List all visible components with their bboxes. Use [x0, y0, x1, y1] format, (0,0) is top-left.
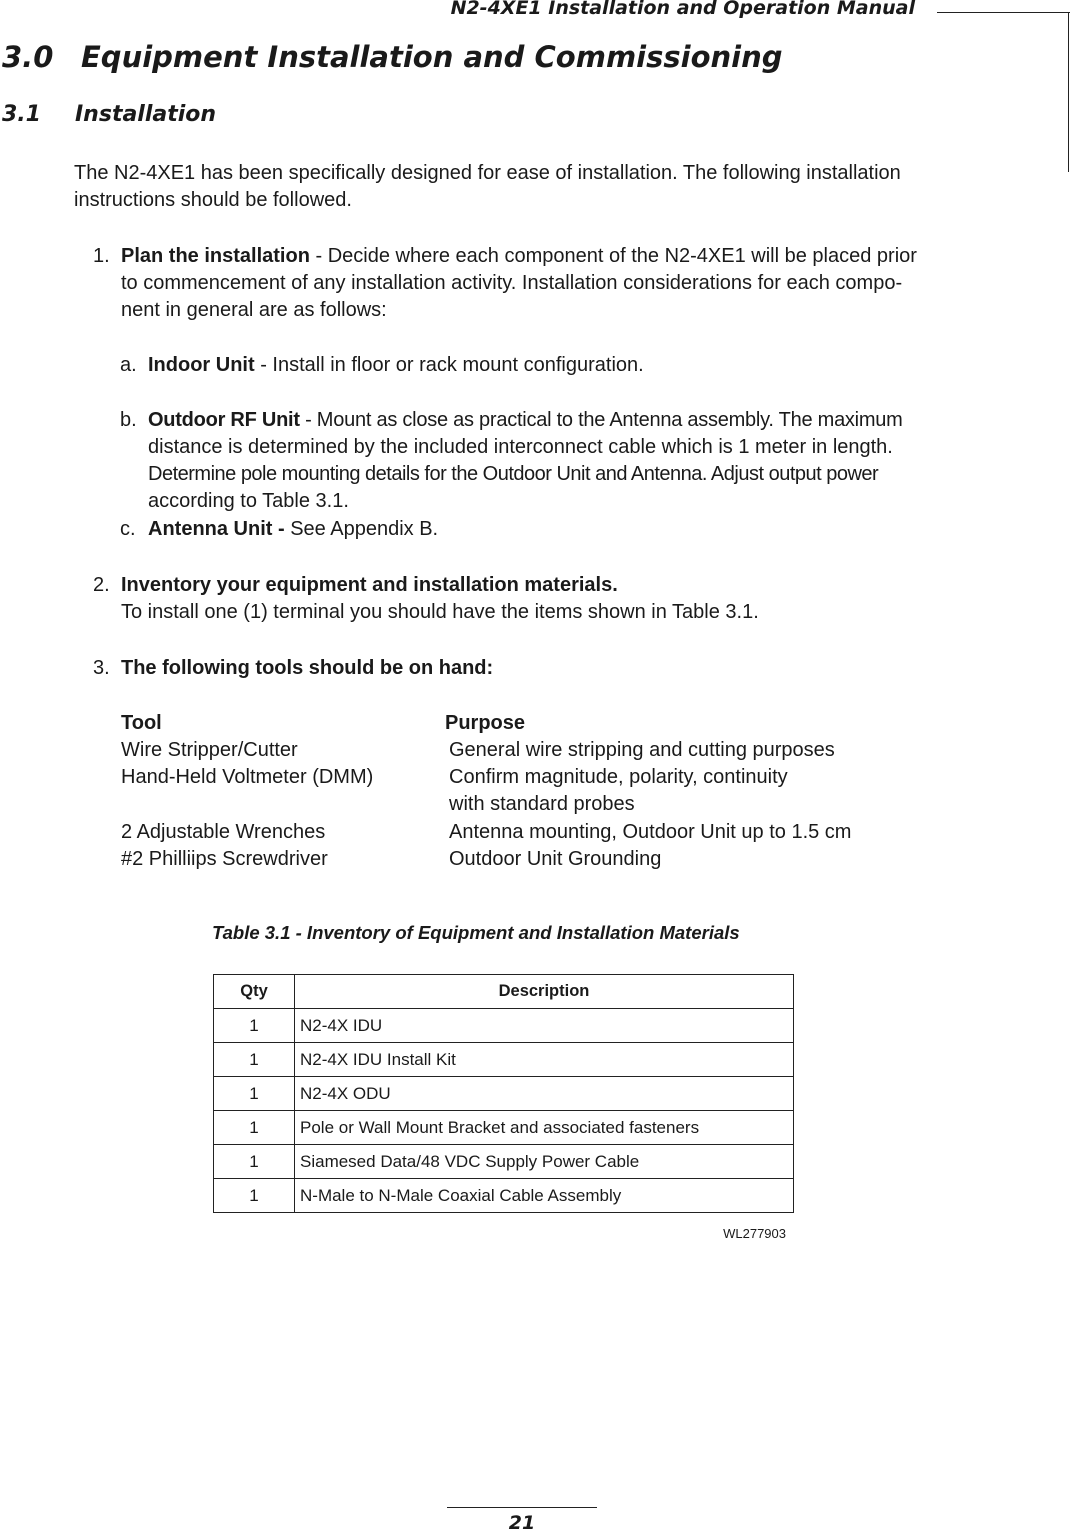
subitem-a-text: - Install in floor or rack mount configuration.: [254, 354, 644, 376]
intro-line-2: instructions should be followed.: [74, 189, 352, 211]
section-heading: [2, 40, 782, 74]
tools-header-purpose: [445, 710, 525, 737]
subitem-b-line-1: [148, 407, 903, 434]
page-number: 21: [508, 1512, 536, 1534]
step-1-line-2: to commencement of any installation activity. Installation considerations for each compo-: [121, 272, 903, 294]
qty-cell: 1: [214, 1043, 295, 1077]
subsection-title: Installation: [75, 102, 217, 127]
description-cell: N2-4X IDU: [295, 1009, 794, 1043]
step-2-line-1: [121, 572, 618, 599]
subsection-number: 3.1: [2, 102, 41, 127]
step-1-line-1: [121, 243, 917, 270]
tool-name: Hand-Held Voltmeter (DMM): [121, 766, 374, 788]
header-rule-vertical: [1068, 12, 1069, 172]
subitem-b-line-2: distance is determined by the included interconnect cable which is 1 meter in length.: [148, 436, 893, 458]
table-header-row: [214, 975, 794, 1009]
intro-line-1: The N2-4XE1 has been specifically designed for ease of installation. The following installation: [74, 162, 901, 184]
header-rule-horizontal: [937, 12, 1070, 13]
description-cell: Pole or Wall Mount Bracket and associated fasteners: [295, 1111, 794, 1145]
tool-purpose: Antenna mounting, Outdoor Unit up to 1.5 cm: [449, 821, 852, 843]
tool-name: Wire Stripper/Cutter: [121, 739, 298, 761]
step-3-number: 3.: [93, 657, 110, 679]
subitem-b-line-3: Determine pole mounting details for the Outdoor Unit and Antenna. Adjust output power: [148, 463, 879, 485]
column-header-qty: Qty: [214, 975, 295, 1009]
description-cell: N2-4X ODU: [295, 1077, 794, 1111]
step-1-bold: Plan the installation: [121, 245, 310, 267]
table-row: [214, 1043, 794, 1077]
subitem-b-letter: b.: [120, 409, 137, 431]
tool-purpose: General wire stripping and cutting purposes: [449, 739, 835, 761]
step-1-line-3: nent in general are as follows:: [121, 299, 387, 321]
subitem-b-line-4: according to Table 3.1.: [148, 490, 349, 512]
subitem-c-line: [148, 516, 438, 543]
step-2-number: 2.: [93, 574, 110, 596]
subitem-a-bold: Indoor Unit: [148, 354, 255, 376]
subitem-c-text: See Appendix B.: [284, 518, 439, 540]
tools-header-tool: [121, 710, 162, 737]
step-3-line-1: [121, 655, 493, 682]
column-header-description: Description: [295, 975, 794, 1009]
step-1-number: 1.: [93, 245, 110, 267]
qty-cell: 1: [214, 1145, 295, 1179]
table-reference-code: WL277903: [723, 1226, 786, 1241]
qty-cell: 1: [214, 1179, 295, 1213]
tools-header-purpose-text: Purpose: [445, 712, 526, 734]
inventory-table: [213, 974, 794, 1213]
subitem-a-letter: a.: [120, 354, 137, 376]
table-row: [214, 1111, 794, 1145]
tools-header-tool-text: Tool: [121, 712, 162, 734]
footer-rule: [447, 1507, 597, 1508]
section-title: Equipment Installation and Commissioning: [81, 40, 783, 74]
description-cell: N-Male to N-Male Coaxial Cable Assembly: [295, 1179, 794, 1213]
step-3-bold: The following tools should be on hand:: [121, 657, 494, 679]
section-number: 3.0: [2, 40, 54, 74]
tool-name: 2 Adjustable Wrenches: [121, 821, 326, 843]
step-2-line-2: To install one (1) terminal you should have the items shown in Table 3.1.: [121, 601, 759, 623]
table-row: [214, 1145, 794, 1179]
subitem-b-bold: Outdoor RF Unit: [148, 409, 300, 431]
tool-purpose: Outdoor Unit Grounding: [449, 848, 662, 870]
tool-purpose: Confirm magnitude, polarity, continuity: [449, 766, 788, 788]
description-cell: N2-4X IDU Install Kit: [295, 1043, 794, 1077]
subitem-a-line: [148, 352, 644, 379]
subitem-b-text: - Mount as close as practical to the Antenna assembly. The maximum: [299, 409, 903, 431]
qty-cell: 1: [214, 1111, 295, 1145]
qty-cell: 1: [214, 1077, 295, 1111]
running-header: N2-4XE1 Installation and Operation Manual: [450, 0, 915, 19]
table-row: [214, 1009, 794, 1043]
description-cell: Siamesed Data/48 VDC Supply Power Cable: [295, 1145, 794, 1179]
subitem-c-letter: c.: [120, 518, 136, 540]
table-caption: Table 3.1 - Inventory of Equipment and Installation Materials: [212, 922, 740, 943]
step-2-bold: Inventory your equipment and installation materials.: [121, 574, 618, 596]
subitem-c-bold: Antenna Unit -: [148, 518, 285, 540]
table-row: [214, 1179, 794, 1213]
step-1-text: - Decide where each component of the N2-4XE1 will be placed prior: [309, 245, 917, 267]
tool-purpose-continued: with standard probes: [449, 793, 635, 815]
qty-cell: 1: [214, 1009, 295, 1043]
table-row: [214, 1077, 794, 1111]
tool-name: #2 Philliips Screwdriver: [121, 848, 328, 870]
subsection-heading: [2, 102, 216, 127]
